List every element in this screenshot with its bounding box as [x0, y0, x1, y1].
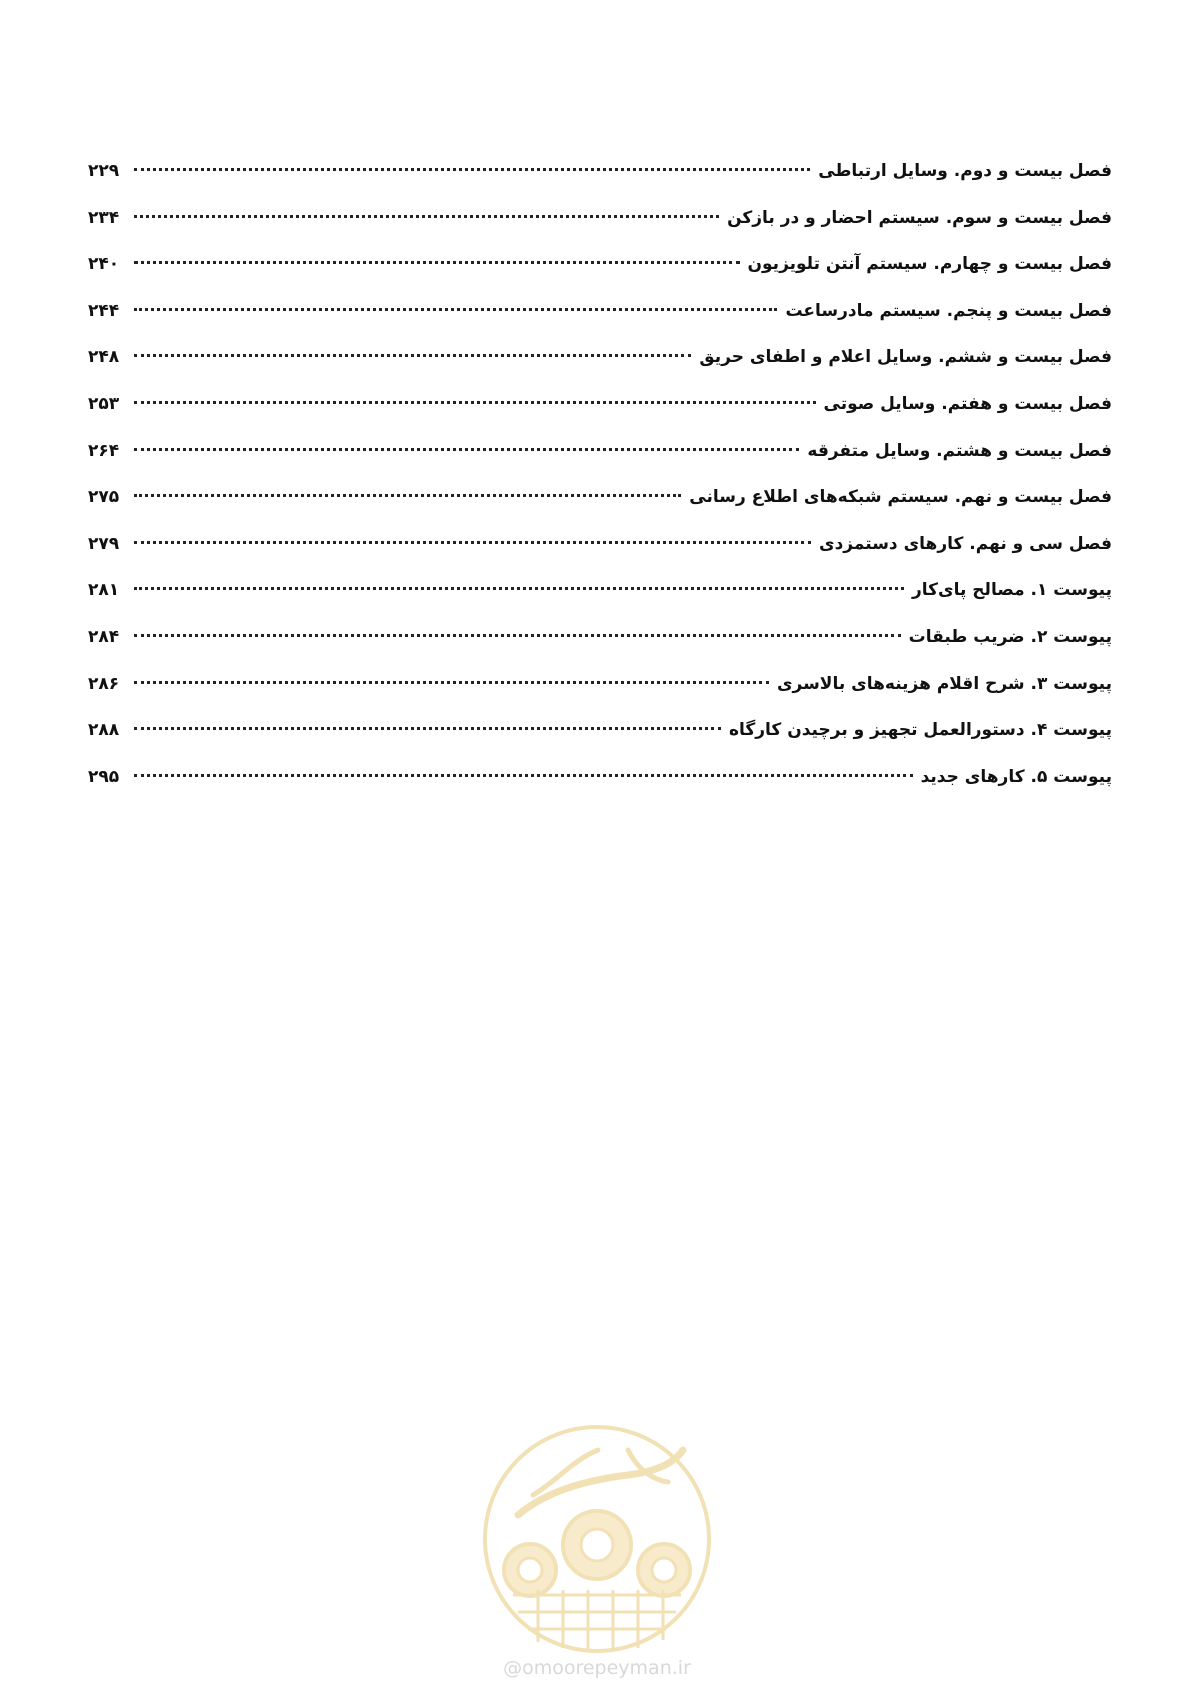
toc-entry-title: پیوست ۵. کارهای جدید — [920, 766, 1112, 787]
toc-page-number: ۲۶۴ — [88, 440, 120, 461]
toc-page-number: ۲۷۹ — [88, 533, 120, 554]
toc-page-number: ۲۴۴ — [88, 300, 120, 321]
toc-page-number: ۲۷۵ — [88, 487, 120, 508]
toc-leader-dots — [134, 774, 913, 777]
toc-entry-title: فصل بیست و ششم. وسایل اعلام و اطفای حریق — [699, 347, 1112, 368]
toc-row[interactable] — [88, 208, 1112, 255]
toc-leader-dots — [134, 401, 816, 404]
toc-leader-dots — [134, 448, 799, 451]
toc-entry-title: فصل بیست و چهارم. سیستم آنتن تلویزیون — [747, 254, 1112, 275]
toc-leader-dots — [134, 354, 691, 357]
toc-entry-title: فصل بیست و هشتم. وسایل متفرقه — [807, 440, 1112, 461]
toc-page-number: ۲۳۴ — [88, 207, 120, 228]
toc-entry-title: فصل بیست و دوم. وسایل ارتباطی — [818, 161, 1112, 181]
toc-entry-title: پیوست ۱. مصالح پای‌کار — [911, 580, 1112, 601]
toc-row[interactable] — [88, 441, 1112, 488]
toc-page-number: ۲۸۴ — [88, 626, 120, 647]
toc-leader-dots — [134, 541, 811, 544]
toc-row[interactable] — [88, 161, 1112, 208]
toc-leader-dots — [134, 634, 901, 637]
toc-page-number: ۲۹۵ — [88, 766, 120, 787]
toc-page-number: ۲۴۸ — [88, 347, 120, 368]
watermark — [478, 1420, 716, 1690]
toc-row[interactable] — [88, 534, 1112, 581]
toc-row[interactable] — [88, 347, 1112, 394]
toc-leader-dots — [134, 494, 681, 497]
toc-entry-title: پیوست ۲. ضریب طبقات — [908, 626, 1112, 647]
watermark-url: @omoorepeyman.ir — [503, 1657, 691, 1679]
toc-entry-title: فصل بیست و نهم. سیستم شبکه‌های اطلاع رسانی — [689, 487, 1112, 508]
toc-entry-title: فصل سی و نهم. کارهای دستمزدی — [819, 533, 1112, 554]
toc-row[interactable] — [88, 674, 1112, 721]
toc-leader-dots — [134, 587, 904, 590]
toc-leader-dots — [134, 168, 810, 171]
toc-page-number: ۲۸۱ — [88, 580, 120, 601]
toc-row[interactable] — [88, 580, 1112, 627]
toc-page-number: ۲۸۶ — [88, 673, 120, 694]
table-of-contents — [88, 161, 1112, 813]
toc-page-number: ۲۲۹ — [88, 161, 120, 181]
toc-page-number: ۲۸۸ — [88, 720, 120, 741]
toc-row[interactable] — [88, 487, 1112, 534]
toc-row[interactable] — [88, 254, 1112, 301]
watermark-logo-icon — [478, 1420, 716, 1658]
toc-entry-title: پیوست ۳. شرح اقلام هزینه‌های بالاسری — [776, 673, 1112, 694]
toc-row[interactable] — [88, 394, 1112, 441]
toc-leader-dots — [134, 308, 777, 311]
toc-entry-title: فصل بیست و سوم. سیستم احضار و در بازکن — [727, 207, 1112, 228]
toc-page-number: ۲۵۳ — [88, 393, 120, 414]
toc-leader-dots — [134, 681, 769, 684]
toc-entry-title: فصل بیست و پنجم. سیستم مادرساعت — [785, 300, 1112, 321]
toc-leader-dots — [134, 727, 721, 730]
toc-leader-dots — [134, 261, 740, 264]
toc-row[interactable] — [88, 720, 1112, 767]
toc-entry-title: پیوست ۴. دستورالعمل تجهیز و برچیدن کارگاه — [728, 720, 1112, 741]
toc-leader-dots — [134, 215, 719, 218]
toc-row[interactable] — [88, 767, 1112, 814]
toc-row[interactable] — [88, 627, 1112, 674]
toc-page-number: ۲۴۰ — [88, 254, 120, 275]
toc-entry-title: فصل بیست و هفتم. وسایل صوتی — [823, 393, 1112, 414]
toc-row[interactable] — [88, 301, 1112, 348]
